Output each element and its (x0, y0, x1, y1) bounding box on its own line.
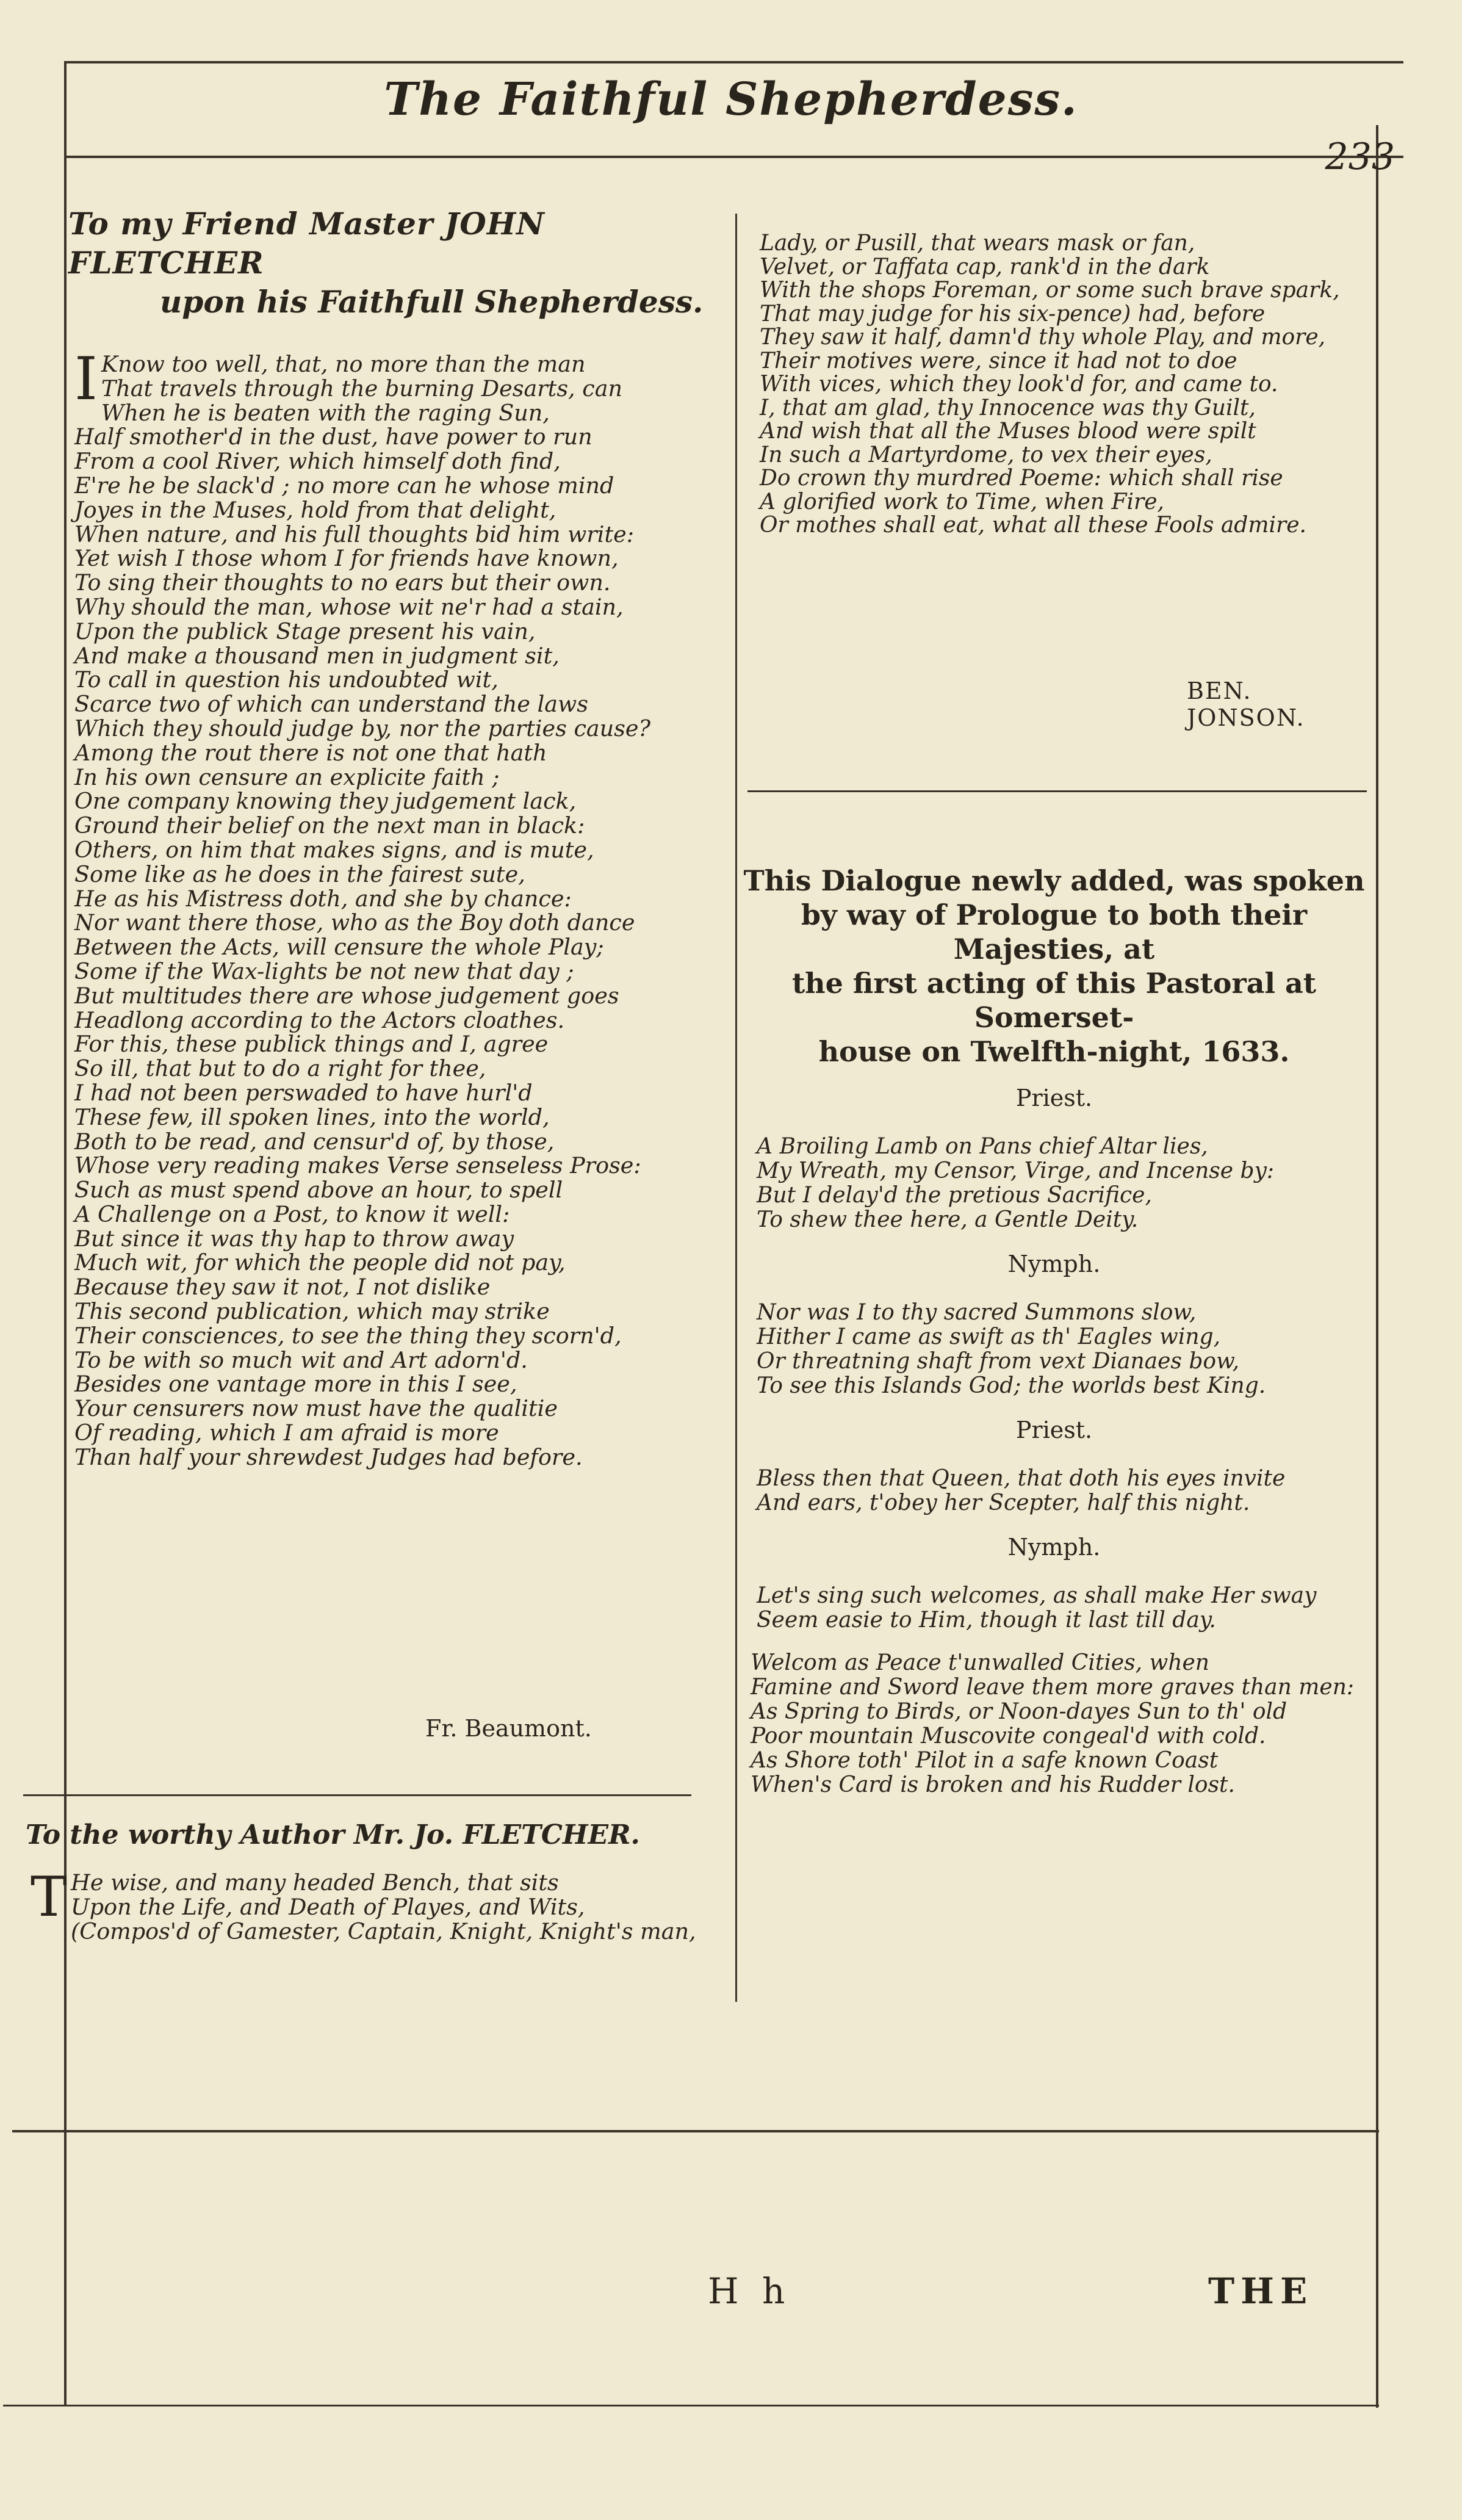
poem-line: To sing their thoughts to no ears but their own. (74, 569, 611, 596)
poem-line: Such as must spend above an hour, to spell (74, 1177, 563, 1204)
poem-line: In his own censure an explicite faith ; (74, 764, 500, 790)
poem-line: Upon the publick Stage present his vain, (74, 618, 536, 644)
poem-line: That travels through the burning Desarts, can (101, 375, 622, 402)
poem-line: And make a thousand men in judgment sit, (74, 642, 560, 669)
poem-line: Nor want there those, who as the Boy doth dance (74, 909, 635, 936)
dialogue-section-block (729, 1651, 1379, 1797)
jonson-dropcap: T (31, 1865, 68, 1929)
poem-line: Upon the Life, and Death of Playes, and Wits, (71, 1893, 585, 1920)
poem-line: That may judge for his six-pence) had, before (760, 301, 1266, 327)
speaker-label: Priest. (1015, 1085, 1093, 1111)
beaumont-dropcap: I (74, 345, 98, 413)
dialogue-sections (729, 1085, 1379, 1797)
dialogue-section-block (729, 1085, 1379, 1232)
poem-line: Do crown thy murdred Poeme: which shall rise (760, 466, 1283, 491)
poem-line: Their motives were, since it had not to doe (760, 348, 1237, 374)
poem-line: Lady, or Pusill, that wears mask or fan, (760, 231, 1195, 256)
poem-line: Between the Acts, will censure the whole Play; (74, 934, 604, 961)
poem-line: (Compos'd of Gamester, Captain, Knight, Knight's man, (71, 1918, 696, 1944)
poem-line: Scarce two of which can understand the laws (74, 691, 589, 718)
poem-line: This second publication, which may strike (74, 1298, 550, 1325)
beaumont-title-line-1: To my Friend Master JOHN FLETCHER (68, 206, 545, 281)
poem-line: From a cool River, which himself doth find, (74, 448, 561, 475)
poem-line: Because they saw it not, I not dislike (74, 1274, 491, 1301)
dialogue-line: Let's sing such welcomes, as shall make Her sway (757, 1583, 1317, 1608)
dialogue-line: But I delay'd the pretious Sacrifice, (757, 1183, 1152, 1208)
poem-line: E're he be slack'd ; no more can he whose mind (74, 472, 614, 499)
poem-line: Your censurers now must have the qualitie (74, 1395, 558, 1422)
dialogue-line: Or threatning shaft from vext Dianaes bow, (757, 1349, 1240, 1374)
beaumont-lines (74, 345, 733, 1470)
poem-line: Both to be read, and censur'd of, by those, (74, 1128, 555, 1155)
beaumont-signature: Fr. Beaumont. (425, 1715, 592, 1742)
poem-line: A glorified work to Time, when Fire, (760, 489, 1164, 514)
section-rule-right (747, 790, 1367, 792)
jonson-opening-lines (31, 1865, 727, 1944)
jonson-poem-opening (26, 1816, 727, 1943)
dialogue-line: Welcom as Peace t'unwalled Cities, when (751, 1650, 1209, 1675)
dialogue-section-block (729, 1417, 1379, 1515)
dialogue-line: Bless then that Queen, that doth his eyes invite (757, 1466, 1286, 1491)
poem-line: He as his Mistress doth, and she by chance: (74, 885, 572, 912)
poem-line: Whose very reading makes Verse senseless Prose: (74, 1152, 641, 1179)
signature-mark: H h (708, 2270, 791, 2312)
poem-line: Their consciences, to see the thing they scorn'd, (74, 1322, 622, 1349)
poem-line: So ill, that but to do a right for thee, (74, 1055, 486, 1082)
dialogue-heading-line: the first acting of this Pastoral at Somerset- (791, 967, 1317, 1034)
poem-line: One company knowing they judgement lack, (74, 788, 577, 815)
dialogue-line: To shew thee here, a Gentle Deity. (757, 1207, 1139, 1232)
dialogue-line: As Spring to Birds, or Noon-dayes Sun to th' old (751, 1699, 1287, 1724)
poem-line: But since it was thy hap to throw away (74, 1225, 514, 1252)
poem-line: He wise, and many headed Bench, that sits (71, 1869, 559, 1896)
poem-line: Half smother'd in the dust, have power to run (74, 424, 592, 450)
poem-line: These few, ill spoken lines, into the world, (74, 1103, 550, 1130)
dialogue-section-block (729, 1534, 1379, 1633)
poem-line: A Challenge on a Post, to know it well: (74, 1200, 510, 1227)
poem-line: Know too well, that, no more than the man (101, 351, 586, 377)
poem-line: Besides one vantage more in this I see, (74, 1371, 517, 1398)
dialogue-line: Famine and Sword leave them more graves than men: (751, 1675, 1355, 1700)
poem-line: But multitudes there are whose judgement goes (74, 982, 619, 1009)
dialogue-line: And ears, t'obey her Scepter, half this night. (757, 1490, 1250, 1515)
header-rule (64, 156, 1403, 158)
dialogue-heading-line: house on Twelfth-night, 1633. (818, 1035, 1290, 1068)
frame-top-rule (64, 61, 1403, 63)
dialogue-section (729, 864, 1379, 1816)
poem-line: Some like as he does in the fairest sute, (74, 861, 525, 887)
section-rule-left (23, 1794, 691, 1796)
dialogue-line: My Wreath, my Censor, Virge, and Incense by: (757, 1158, 1275, 1183)
speaker-label: Priest. (1015, 1417, 1093, 1443)
frame-left-rule (64, 61, 67, 2405)
poem-line: Joyes in the Muses, hold from that delight, (74, 496, 556, 523)
poem-line: I, that am glad, thy Innocence was thy Guilt, (760, 395, 1256, 421)
page-number: 233 (1325, 135, 1395, 178)
jonson-signature: BEN. JONSON. (1187, 677, 1305, 731)
poem-line: With vices, which they look'd for, and came to. (760, 372, 1278, 397)
poem-line: Velvet, or Taffata cap, rank'd in the dark (760, 254, 1210, 280)
poem-line: Ground their belief on the next man in black: (74, 812, 585, 839)
dialogue-line: Hither I came as swift as th' Eagles wing, (757, 1324, 1221, 1349)
poem-line: Of reading, which I am afraid is more (74, 1420, 499, 1446)
poem-line: Than half your shrewdest Judges had before. (74, 1443, 583, 1470)
dialogue-line: Nor was I to thy sacred Summons slow, (757, 1300, 1197, 1325)
jonson-opening-body (26, 1865, 727, 1944)
poem-line: Among the rout there is not one that hath (74, 739, 547, 766)
poem-line: And wish that all the Muses blood were spilt (760, 419, 1256, 444)
poem-line: Much wit, for which the people did not pay, (74, 1249, 566, 1276)
poem-line: Or mothes shall eat, what all these Fools admire. (760, 513, 1306, 538)
poem-line: To be with so much wit and Art adorn'd. (74, 1346, 528, 1373)
poem-line: When nature, and his full thoughts bid him write: (74, 521, 635, 547)
poem-line: In such a Martyrdome, to vex their eyes, (760, 442, 1212, 468)
dialogue-line: When's Card is broken and his Rudder lost. (751, 1772, 1235, 1797)
dialogue-line: Poor mountain Muscovite congeal'd with cold. (751, 1724, 1266, 1749)
poem-line: Some if the Wax-lights be not new that day ; (74, 958, 574, 984)
poem-line: For this, these publick things and I, agree (74, 1031, 549, 1058)
dialogue-heading-line: by way of Prologue to both their Majesties, at (801, 898, 1308, 966)
poem-line: They saw it half, damn'd thy whole Play, and more, (760, 325, 1326, 350)
beaumont-body (68, 345, 733, 1470)
catchword: THE (1208, 2270, 1314, 2312)
speaker-label: Nymph. (1007, 1534, 1101, 1561)
dialogue-line: To see this Islands God; the worlds best King. (757, 1373, 1266, 1398)
dialogue-section-block (729, 1251, 1379, 1398)
poem-line: Headlong according to the Actors cloathes. (74, 1006, 565, 1033)
dialogue-heading-line: This Dialogue newly added, was spoken (743, 864, 1365, 897)
jonson-continued-lines (760, 232, 1376, 538)
footer-rule (12, 2130, 1379, 2132)
dialogue-line: A Broiling Lamb on Pans chief Altar lies, (757, 1134, 1208, 1159)
speaker-label: Nymph. (1007, 1251, 1101, 1277)
jonson-title: To the worthy Author Mr. Jo. FLETCHER. (26, 1819, 640, 1850)
poem-line: To call in question his undoubted wit, (74, 666, 499, 693)
poem-line: Why should the man, whose wit ne'r had a stain, (74, 593, 624, 620)
dialogue-line: As Shore toth' Pilot in a safe known Coast (751, 1748, 1219, 1773)
jonson-poem-continued (760, 231, 1376, 731)
poem-line: Others, on him that makes signs, and is mute, (74, 836, 594, 863)
poem-line: With the shops Foreman, or some such brave spark, (760, 278, 1340, 303)
beaumont-poem (68, 204, 733, 1742)
dialogue-line: Seem easie to Him, though it last till day. (757, 1608, 1216, 1633)
poem-line: Which they should judge by, nor the parties cause? (74, 715, 651, 742)
dialogue-heading (729, 864, 1379, 1069)
running-title: The Faithful Shepherdess. (384, 73, 1078, 126)
poem-line: I had not been perswaded to have hurl'd (74, 1079, 533, 1106)
beaumont-title-line-2: upon his Faithfull Shepherdess. (160, 284, 704, 320)
poem-line: Yet wish I those whom I for friends have known, (74, 545, 619, 572)
poem-line: When he is beaten with the raging Sun, (101, 399, 550, 426)
bottom-rule (3, 2405, 1379, 2406)
